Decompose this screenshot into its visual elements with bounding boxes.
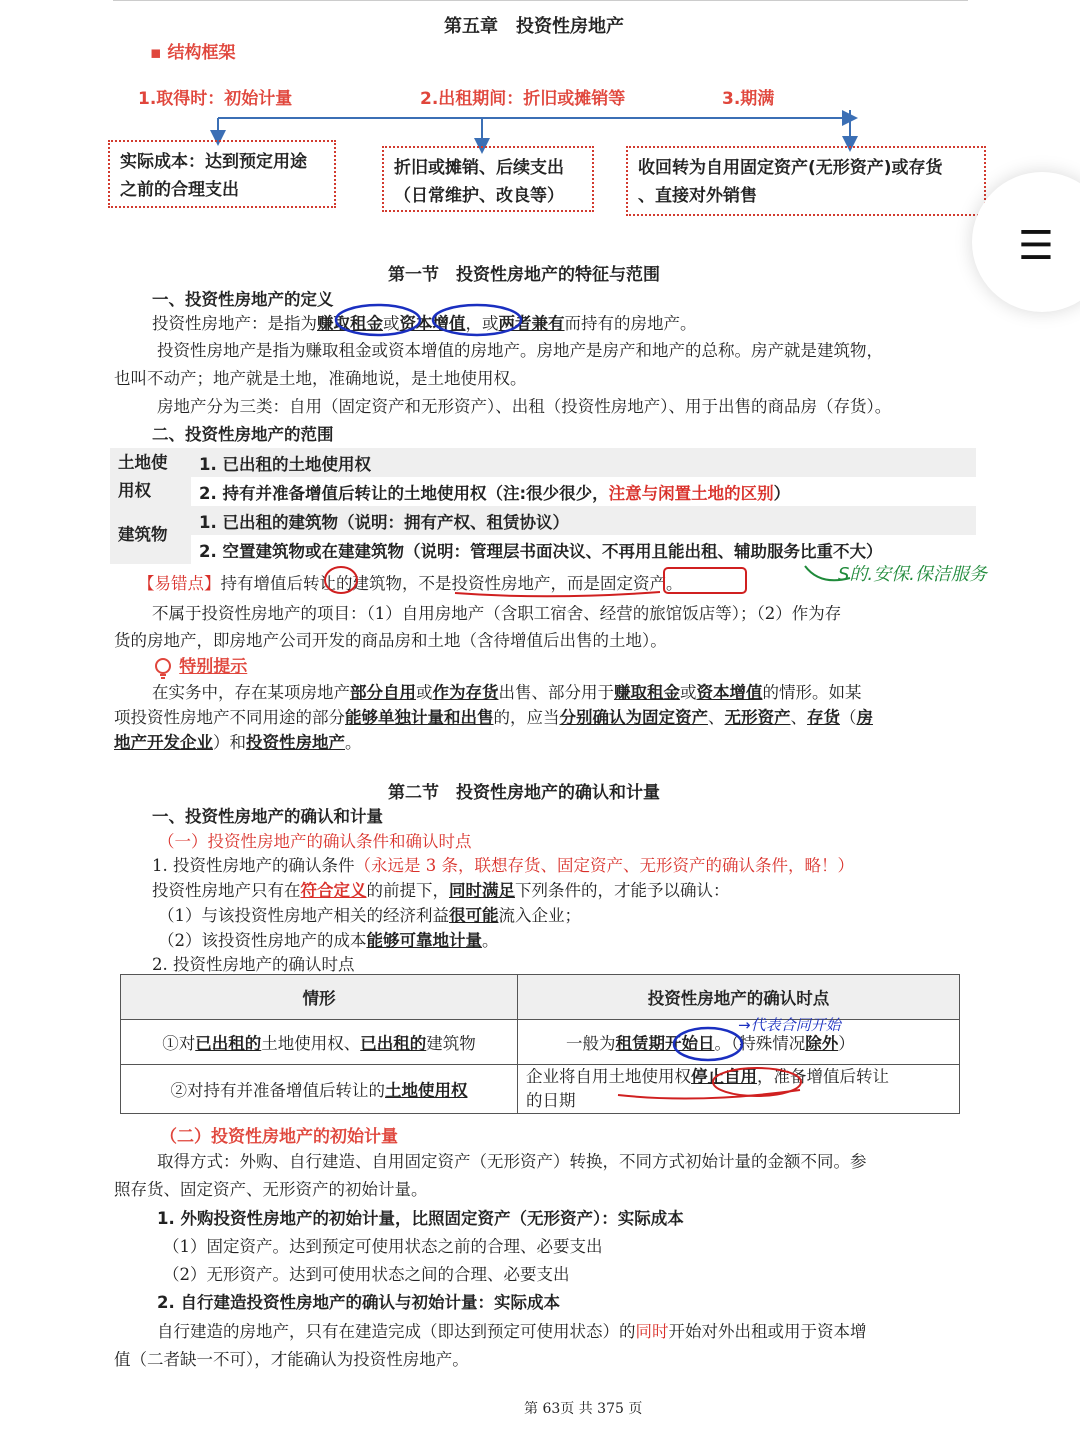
- section2-sub1: （一）投资性房地产的确认条件和确认时点: [158, 832, 472, 851]
- easy-mistake-line: 【易错点】持有增值后转让的建筑物，不是投资性房地产，而是固定资产。: [138, 574, 683, 593]
- section1-h2: 二、投资性房地产的范围: [152, 425, 334, 444]
- self-built-line2: 值（二者缺一不可），才能确认为投资性房地产。: [114, 1350, 469, 1369]
- definition-line: 投资性房地产：是指为赚取租金或资本增值，或两者兼有而持有的房地产。: [152, 314, 697, 333]
- box2-line1: 折旧或摊销、后续支出: [394, 158, 564, 178]
- row2-situation: ②对持有并准备增值后转让的土地使用权: [121, 1065, 518, 1114]
- chapter-title: 第五章 投资性房地产: [444, 16, 624, 37]
- page-footer: 第 63页 共 375 页: [524, 1401, 643, 1417]
- exclude-line2: 货的房地产，即房地产公司开发的商品房和土地（含待增值后出售的土地）。: [114, 631, 667, 650]
- condition-intro: 投资性房地产只有在符合定义的前提下，同时满足下列条件的，才能予以确认：: [152, 881, 730, 900]
- method-line1: 取得方式：外购、自行建造、自用固定资产（无形资产）转换，不同方式初始计量的金额不同。参: [157, 1152, 867, 1171]
- box1-line1: 实际成本：达到预定用途: [120, 152, 307, 172]
- row1-timing: 一般为租赁期开始日。（特殊情况除外）: [518, 1020, 960, 1065]
- para1-line1: 投资性房地产是指为赚取租金或资本增值的房地产。房地产是房产和地产的总称。房产就是建筑物，: [157, 341, 883, 360]
- box1-line2: 之前的合理支出: [120, 180, 239, 200]
- scope-land-label: 土地使用权: [110, 448, 191, 506]
- condition-2: （2）该投资性房地产的成本能够可靠地计量。: [158, 931, 499, 950]
- self-built-heading: 2. 自行建造投资性房地产的确认与初始计量：实际成本: [157, 1293, 560, 1312]
- exclude-line1: 不属于投资性房地产的项目：（1）自用房地产（含职工宿舍、经营的旅馆饭店等）；（2）作为存: [152, 604, 842, 623]
- self-built-line1: 自行建造的房地产，只有在建造完成（即达到预定可使用状态）的同时开始对外出租或用于资本增: [157, 1322, 867, 1341]
- framework-label: ▪ 结构框架: [150, 43, 236, 63]
- stage-2: 2.出租期间：折旧或摊销等: [420, 89, 626, 109]
- condition-heading: 1. 投资性房地产的确认条件（永远是 3 条，联想存货、固定资产、无形资产的确认条件，略！）: [152, 856, 854, 875]
- para1-line2: 也叫不动产；地产就是土地，准确地说，是土地使用权。: [114, 369, 527, 388]
- purchase-fixed: （1）固定资产。达到预定可使用状态之前的合理、必要支出: [163, 1237, 603, 1256]
- menu-icon[interactable]: ☰: [1018, 223, 1054, 269]
- para2: 房地产分为三类：自用（固定资产和无形资产）、出租（投资性房地产）、用于出售的商品房（存货）。: [157, 397, 892, 416]
- method-line2: 照存货、固定资产、无形资产的初始计量。: [114, 1180, 428, 1199]
- condition-1: （1）与该投资性房地产相关的经济利益很可能流入企业；: [158, 906, 581, 925]
- section2-title: 第二节 投资性房地产的确认和计量: [388, 783, 660, 803]
- scope-building-2: 2. 空置建筑物或在建建筑物（说明：管理层书面决议、不再用且能出租、辅助服务比重不大）: [199, 541, 883, 561]
- section1-title: 第一节 投资性房地产的特征与范围: [388, 265, 660, 285]
- timing-heading: 2. 投资性房地产的确认时点: [152, 955, 355, 974]
- box2-line2: （日常维护、改良等）: [394, 186, 564, 206]
- easy-mistake-tag: 【易错点】: [138, 574, 221, 593]
- tip-title: 特别提示: [179, 657, 248, 677]
- scope-land-1: 1. 已出租的土地使用权: [191, 448, 976, 477]
- purchase-heading: 1. 外购投资性房地产的初始计量，比照固定资产（无形资产）：实际成本: [157, 1209, 684, 1228]
- tip-line2: 项投资性房地产不同用途的部分能够单独计量和出售的，应当分别确认为固定资产、无形资产、存货（房: [114, 708, 873, 727]
- row1-situation: ①对已出租的土地使用权、已出租的建筑物: [121, 1020, 518, 1065]
- scope-building-1: 1. 已出租的建筑物（说明：拥有产权、租赁协议）: [191, 506, 976, 535]
- tip-line1: 在实务中，存在某项房地产部分自用或作为存货出售、部分用于赚取租金或资本增值的情形。如某: [152, 683, 862, 702]
- section2-sub2: （二）投资性房地产的初始计量: [160, 1127, 398, 1147]
- box3-line2: 、直接对外销售: [638, 186, 757, 206]
- stage-3: 3.期满: [722, 89, 775, 109]
- row2-timing: 企业将自用土地使用权停止自用，准备增值后转让 的日期: [518, 1065, 960, 1114]
- stage-1: 1.取得时：初始计量: [138, 89, 293, 109]
- scope-land-2: 2. 持有并准备增值后转让的土地使用权（注:很少很少，注意与闲置土地的区别）: [199, 483, 791, 503]
- box3-line1: 收回转为自用固定资产(无形资产)或存货: [638, 158, 943, 178]
- table-header-situation: 情形: [121, 975, 518, 1020]
- scope-building-label: 建筑物: [110, 506, 191, 564]
- purchase-intangible: （2）无形资产。达到可使用状态之间的合理、必要支出: [163, 1265, 570, 1284]
- section2-h1: 一、投资性房地产的确认和计量: [152, 807, 383, 826]
- section1-h1: 一、投资性房地产的定义: [152, 290, 334, 309]
- table-header-timing: 投资性房地产的确认时点: [518, 975, 960, 1020]
- tip-line3: 地产开发企业）和投资性房地产。: [114, 733, 362, 752]
- handwritten-note-2: →代表合同开始: [738, 1016, 841, 1034]
- handwritten-note-1: S的.安保.保洁服务: [838, 564, 987, 585]
